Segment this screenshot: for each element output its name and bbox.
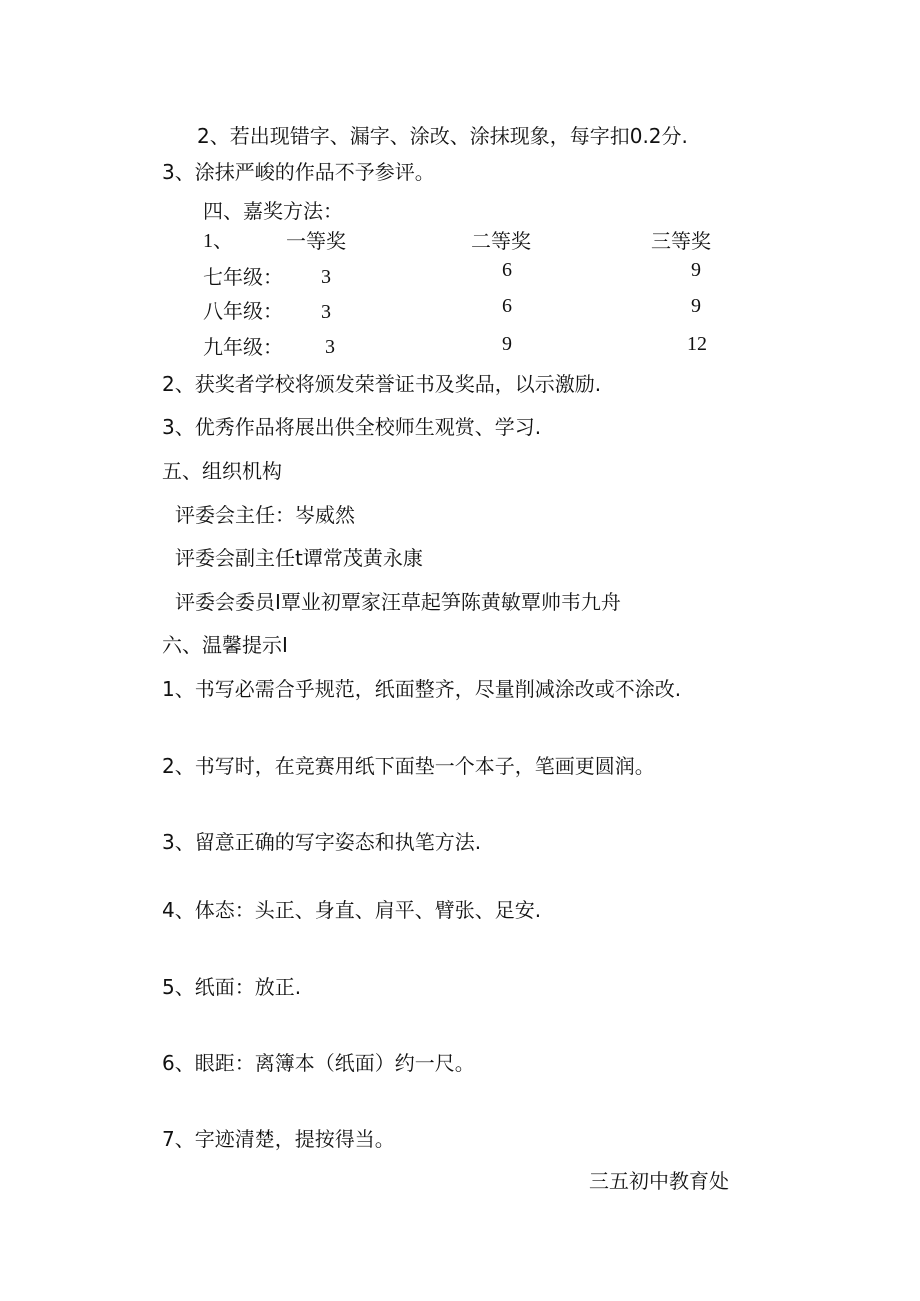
table-cell-first: 3	[325, 336, 335, 358]
awards-item1-prefix: 1、	[203, 230, 233, 252]
table-cell-first: 3	[321, 301, 331, 323]
awards-item-3: 3、优秀作品将展出供全校师生观赏、学习.	[162, 415, 542, 439]
tip-item-6: 6、眼距：离簿本（纸面）约一尺。	[162, 1051, 475, 1075]
document-signature: 三五初中教育处	[589, 1169, 729, 1193]
table-cell-third: 9	[691, 259, 701, 281]
committee-vice-director: 评委会副主任t谭常茂黄永康	[175, 546, 423, 570]
table-row-grade: 八年级：	[203, 299, 283, 323]
column-header-first-prize: 一等奖	[286, 229, 346, 253]
committee-members: 评委会委员I覃业初覃家汪草起笋陈黄敏覃帅韦九舟	[175, 590, 621, 614]
table-cell-third: 12	[687, 333, 707, 355]
organization-heading: 五、组织机构	[162, 459, 282, 483]
awards-item-2: 2、获奖者学校将颁发荣誉证书及奖品，以示激励.	[162, 372, 602, 396]
table-cell-second: 6	[502, 295, 512, 317]
table-row-grade: 七年级：	[203, 265, 283, 289]
table-cell-first: 3	[321, 266, 331, 288]
tip-item-3: 3、留意正确的写字姿态和执笔方法.	[162, 830, 482, 854]
tip-item-2: 2、书写时，在竞赛用纸下面垫一个本子，笔画更圆润。	[162, 754, 655, 778]
scoring-rule-3: 3、涂抹严峻的作品不予参评。	[162, 160, 435, 184]
column-header-second-prize: 二等奖	[471, 229, 531, 253]
committee-director: 评委会主任：岑威然	[175, 503, 355, 527]
table-row-grade: 九年级：	[203, 335, 283, 359]
scoring-rule-2: 2、若出现错字、漏字、涂改、涂抹现象，每字扣0.2分.	[197, 124, 688, 148]
table-cell-third: 9	[691, 295, 701, 317]
tips-heading: 六、温馨提示I	[162, 633, 288, 657]
tip-item-4: 4、体态：头正、身直、肩平、臂张、足安.	[162, 898, 542, 922]
table-cell-second: 9	[502, 333, 512, 355]
tip-item-5: 5、纸面：放正.	[162, 975, 302, 999]
awards-heading: 四、嘉奖方法：	[203, 199, 343, 223]
tip-item-7: 7、字迹清楚，提按得当。	[162, 1127, 395, 1151]
table-cell-second: 6	[502, 259, 512, 281]
tip-item-1: 1、书写必需合乎规范，纸面整齐，尽量削减涂改或不涂改.	[162, 677, 682, 701]
column-header-third-prize: 三等奖	[651, 229, 711, 253]
